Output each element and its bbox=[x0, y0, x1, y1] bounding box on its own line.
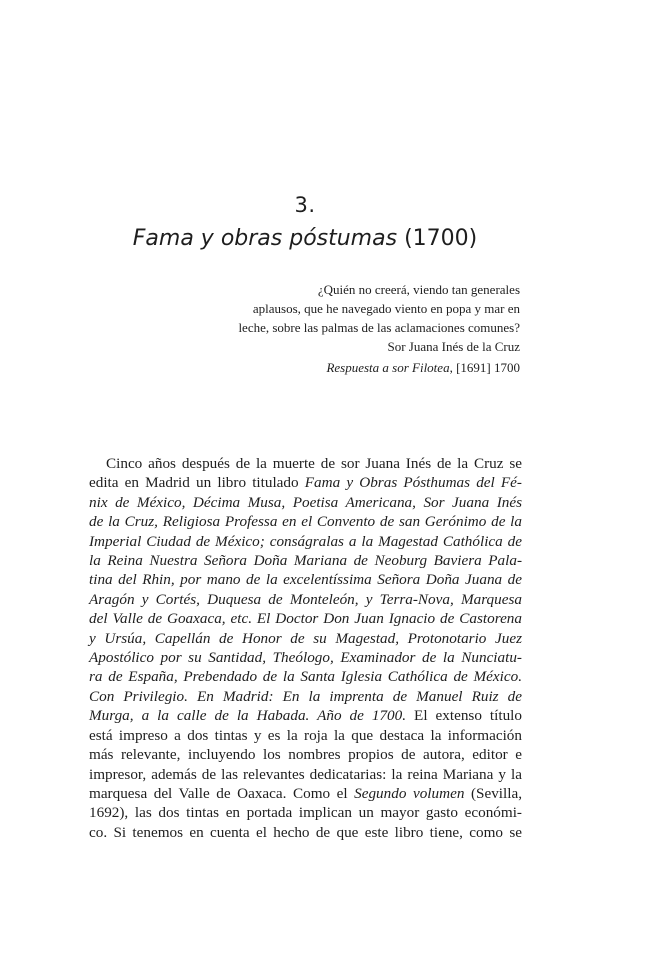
body-line: Aragón y Cortés, Duquesa de Monteleón, y Terra-Nova, Marquesa bbox=[89, 590, 522, 608]
epigraph-source-title: Respuesta a sor Filotea bbox=[326, 360, 450, 375]
body-line: del Valle de Goaxaca, etc. El Doctor Don Juan Ignacio de Castorena bbox=[89, 610, 522, 628]
body-line bbox=[89, 784, 522, 803]
epigraph-line: ¿Quién no creerá, viendo tan generales bbox=[317, 282, 520, 297]
epigraph-line: leche, sobre las palmas de las aclamaciones comunes? bbox=[238, 320, 520, 335]
book-title-run: Segundo volumen bbox=[354, 784, 465, 802]
body-text-run: marquesa del Valle de Oaxaca. Como el bbox=[89, 784, 355, 802]
chapter-title bbox=[0, 224, 610, 254]
body-line: la Reina Nuestra Señora Doña Mariana de Neoburg Baviera Pala- bbox=[89, 552, 522, 570]
epigraph bbox=[210, 280, 520, 356]
epigraph-line: aplausos, que he navegado viento en popa y mar en bbox=[252, 301, 520, 316]
body-line: de la Cruz, Religiosa Professa en el Convento de san Gerónimo de la bbox=[89, 513, 522, 531]
chapter-title-text: Fama y obras póstumas bbox=[132, 226, 398, 251]
body-line: y Ursúa, Capellán de Honor de su Magestad, Protonotario Juez bbox=[89, 629, 522, 647]
book-title-run: Fama y Obras Pósthumas del Fé- bbox=[304, 474, 522, 492]
body-text-run: edita en Madrid un libro titulado bbox=[89, 474, 305, 492]
body-paragraph bbox=[89, 454, 522, 842]
body-line: Con Privilegio. En Madrid: En la imprenta de Manuel Ruiz de bbox=[89, 687, 522, 705]
book-title-run: Murga, a la calle de la Habada. Año de 1700. bbox=[89, 707, 407, 725]
chapter-number: 3. bbox=[294, 193, 316, 217]
body-line: tina del Rhin, por mano de la excelentíssima Señora Doña Juana de bbox=[89, 571, 522, 589]
body-text-run: (Sevilla, bbox=[464, 784, 522, 802]
body-line bbox=[89, 706, 522, 725]
body-line: está impreso a dos tintas y es la roja la que destaca la información bbox=[89, 726, 522, 744]
body-line bbox=[89, 473, 522, 492]
body-line: nix de México, Décima Musa, Poetisa Americana, Sor Juana Inés bbox=[89, 493, 522, 511]
body-line: 1692), las dos tintas en portada implican un mayor gasto económi- bbox=[89, 804, 522, 822]
body-line: Imperial Ciudad de México; conságralas a la Magestad Cathólica de bbox=[89, 532, 522, 550]
body-line: Apostólico por su Santidad, Theólogo, Examinador de la Nunciatu- bbox=[89, 649, 522, 667]
epigraph-source bbox=[210, 358, 520, 377]
body-line: co. Si tenemos en cuenta el hecho de que este libro tiene, como se bbox=[89, 823, 522, 841]
epigraph-author: Sor Juana Inés de la Cruz bbox=[387, 339, 520, 354]
body-text-run: El extenso título bbox=[406, 707, 522, 725]
body-line: más relevante, incluyendo los nombres propios de autora, editor e bbox=[89, 746, 522, 764]
body-line: Cinco años después de la muerte de sor Juana Inés de la Cruz se bbox=[106, 455, 522, 472]
epigraph-source-date: , [1691] 1700 bbox=[449, 360, 520, 375]
body-line: ra de España, Prebendado de la Santa Iglesia Cathólica de México. bbox=[89, 668, 522, 686]
chapter-title-year: (1700) bbox=[404, 226, 478, 251]
body-line: impresor, además de las relevantes dedicatarias: la reina Mariana y la bbox=[89, 765, 522, 783]
